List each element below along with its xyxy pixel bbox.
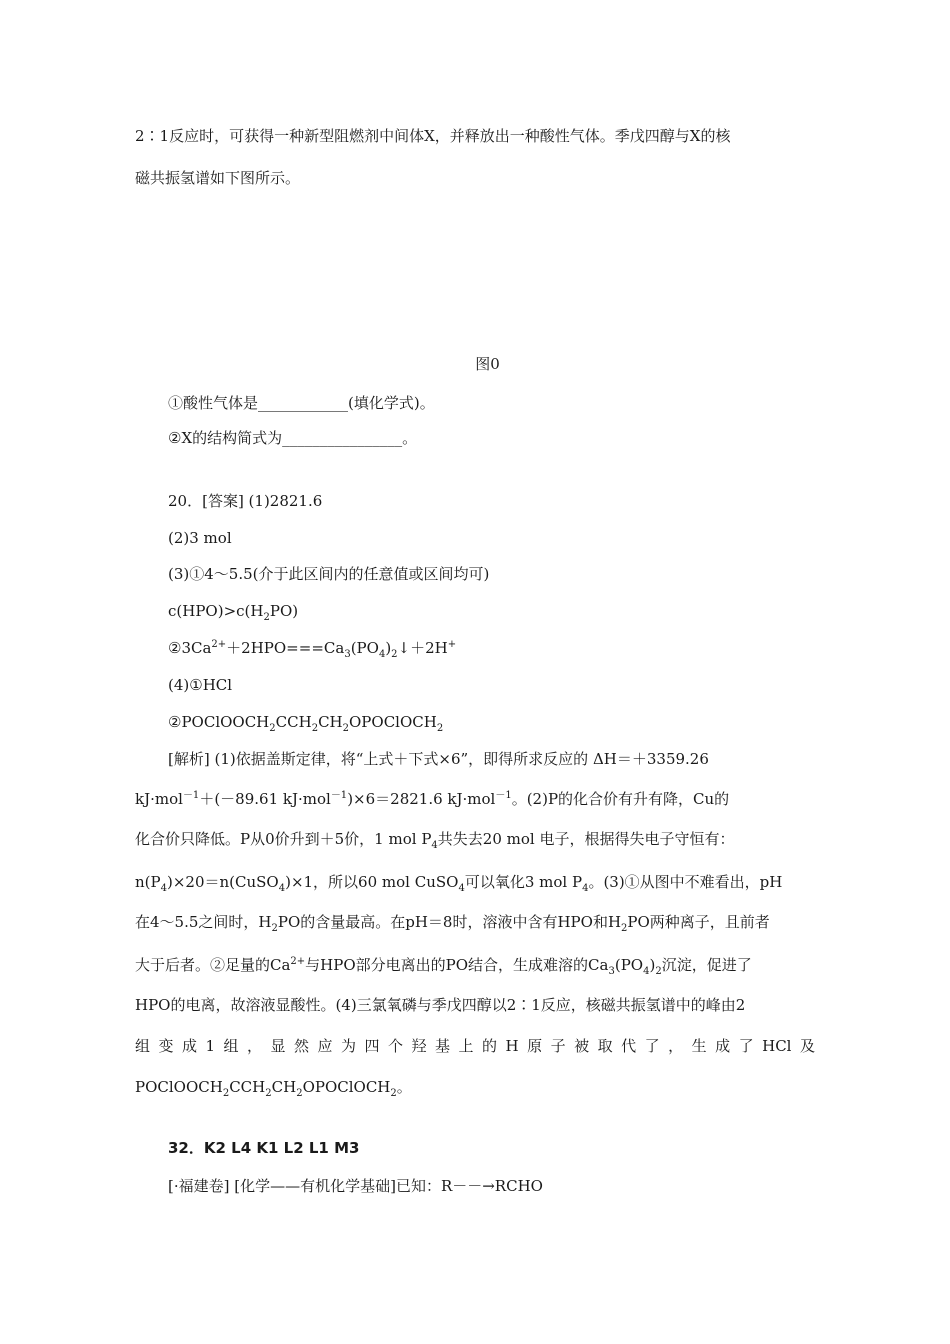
- analysis-line-2: kJ·mol$^{-1}$＋(－89.61 kJ·mol$^{-1}$)×6＝2821.6 kJ·mol$^{-1}$。(2)P的化合价有升有降，Cu的: [135, 790, 730, 808]
- answer-4-formula: $②POClOOCH_2CCH_2CH_2OPOClOCH_2$: [168, 713, 444, 734]
- analysis-line-4: $n(P_4)\times 20=n(CuSO_4)\times 1$，所以60 mol CuSO$_4$可以氧化3 mol $P_4$。(3)①从图中不难看出，pH: [135, 873, 783, 894]
- answer-3-concentration: $c(HPO)>c(H_2PO)$: [168, 602, 299, 623]
- question-1: ①酸性气体是____________(填化学式)。: [168, 394, 435, 412]
- analysis-line-6: 大于后者。②足量的$Ca^{2+}$与HPO部分电离出的PO结合，生成难溶的$Ca_3(PO_4)_2$沉淀，促进了: [135, 956, 752, 977]
- answer-3: (3)①4～5.5(介于此区间内的任意值或区间均可): [168, 565, 490, 583]
- question-2: ②X的结构简式为________________。: [168, 429, 418, 447]
- figure-caption: 图0: [475, 355, 500, 373]
- analysis-line-7: HPO的电离，故溶液显酸性。(4)三氯氧磷与季戊四醇以2∶1反应，核磁共振氢谱中的峰由2: [135, 996, 746, 1014]
- answer-3-equation: $②3Ca^{2+}+2HPO===Ca_3(PO_4)_2↓+2H^+$: [168, 639, 457, 660]
- intro-line-1: 2∶1反应时，可获得一种新型阻燃剂中间体X，并释放出一种酸性气体。季戊四醇与X的核: [135, 127, 731, 145]
- analysis-line-3: 化合价只降低。P从0价升到＋5价，1 mol $P_4$共失去20 mol 电子，根据得失电子守恒有：: [135, 830, 735, 851]
- analysis-line-8: 组 变 成 1 组 ， 显 然 应 为 四 个 羟 基 上 的 H 原 子 被 取 代 了 ， 生 成 了 HCl 及: [135, 1037, 815, 1055]
- next-question-header: 32．K2 L4 K1 L2 L1 M3: [168, 1139, 360, 1157]
- next-question-line: [·福建卷] [化学——有机化学基础]已知：R－－→RCHO: [168, 1177, 543, 1195]
- analysis-line-1: [解析] (1)依据盖斯定律，将“上式＋下式×6”，即得所求反应的 ΔH＝＋3359.26: [168, 750, 709, 768]
- intro-line-2: 磁共振氢谱如下图所示。: [135, 169, 301, 187]
- answer-4: (4)①HCl: [168, 676, 233, 694]
- answer-header: 20．[答案] (1)2821.6: [168, 492, 323, 510]
- answer-2: (2)3 mol: [168, 529, 232, 547]
- analysis-line-5: 在4～5.5之间时，$H_2PO$的含量最高。在pH＝8时，溶液中含有HPO和$H_2PO$两种离子，且前者: [135, 913, 770, 934]
- analysis-line-9: $POClOOCH_2CCH_2CH_2OPOClOCH_2$。: [135, 1078, 412, 1099]
